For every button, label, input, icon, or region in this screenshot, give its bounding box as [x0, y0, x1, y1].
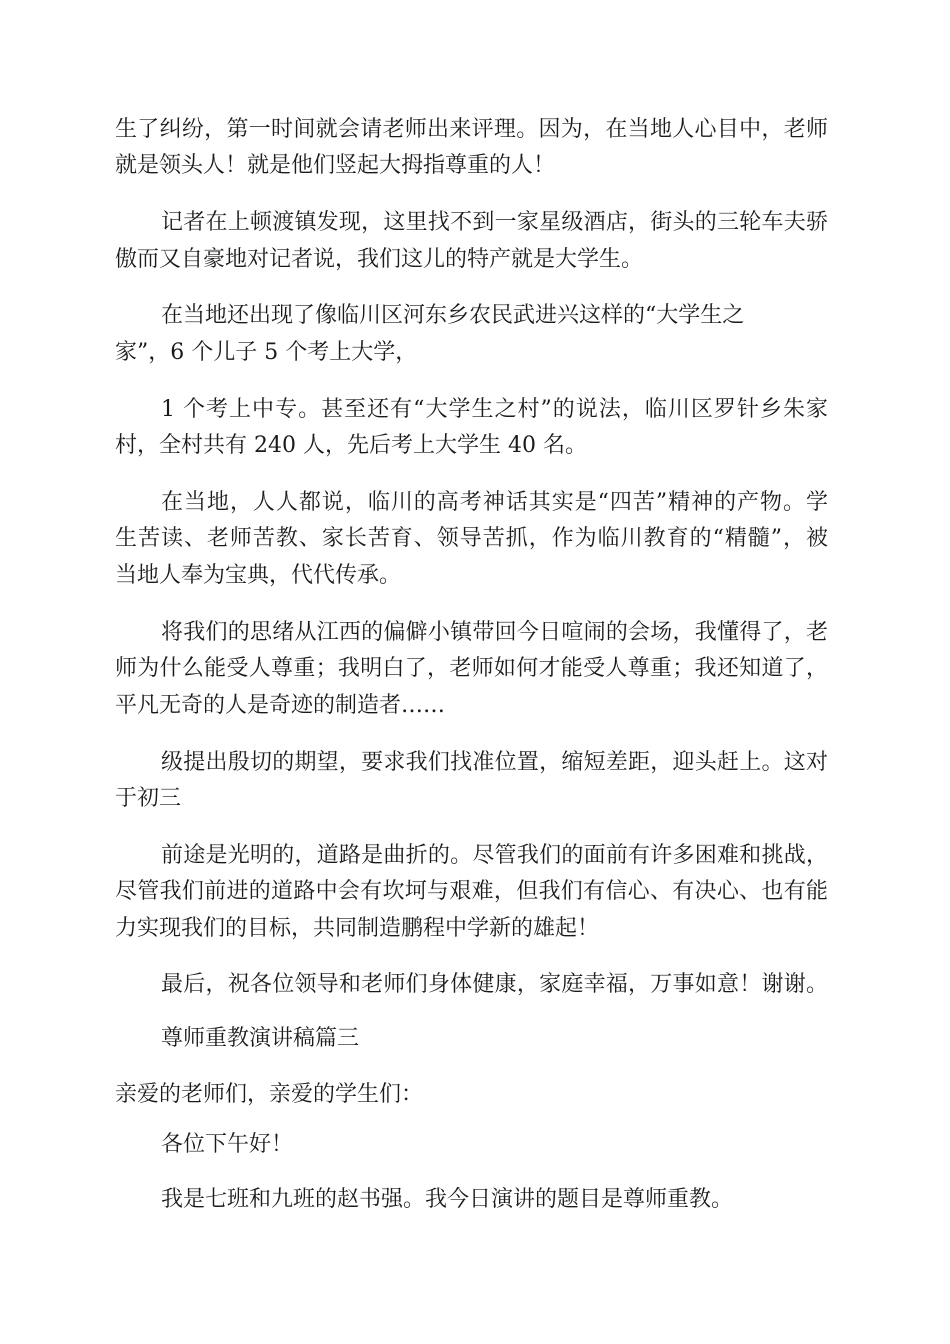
paragraph-line: 平凡无奇的人是奇迹的制造者…… — [115, 693, 446, 718]
paragraph-line: 生了纠纷，第一时间就会请老师出来评理。因为，在当地人心目中，老师 — [115, 117, 828, 142]
paragraph-line: 在当地还出现了像临川区河东乡农民武进兴这样的“大学生之 — [161, 303, 745, 328]
paragraph-line: 当地人奉为宝典，代代传承。 — [115, 563, 402, 588]
paragraph-line: 于初三 — [115, 786, 182, 811]
paragraph-line: 记者在上顿渡镇发现，这里找不到一家星级酒店，街头的三轮车夫骄 — [161, 210, 828, 235]
paragraph-line: 傲而又自豪地对记者说，我们这儿的特产就是大学生。 — [115, 247, 644, 272]
paragraph-line: 师为什么能受人尊重；我明白了，老师如何才能受人尊重；我还知道了， — [115, 656, 828, 681]
paragraph-line: 前途是光明的，道路是曲折的。尽管我们的面前有许多困难和挑战， — [161, 843, 828, 868]
paragraph-line: 在当地，人人都说，临川的高考神话其实是“四苦”精神的产物。学 — [161, 490, 828, 515]
section-heading: 尊师重教演讲稿篇三 — [161, 1026, 360, 1051]
paragraph-line: 将我们的思绪从江西的偏僻小镇带回今日喧闹的会场，我懂得了，老 — [161, 620, 828, 645]
paragraph-line: 力实现我们的目标，共同制造鹏程中学新的雄起！ — [115, 916, 600, 941]
paragraph-line: 家”，6 个儿子 5 个考上大学， — [115, 340, 418, 365]
paragraph-line: 就是领头人！就是他们竖起大拇指尊重的人！ — [115, 153, 556, 178]
paragraph-line: 级提出殷切的期望，要求我们找准位置，缩短差距，迎头赶上。这对 — [161, 750, 828, 775]
greeting: 各位下午好！ — [161, 1132, 294, 1157]
paragraph-line: 生苦读、老师苦教、家长苦育、领导苦抓，作为临川教育的“精髓”，被 — [115, 526, 828, 551]
paragraph-line: 最后，祝各位领导和老师们身体健康，家庭幸福，万事如意！谢谢。 — [161, 972, 828, 997]
paragraph-line: 1 个考上中专。甚至还有“大学生之村”的说法，临川区罗针乡朱家 — [161, 397, 828, 422]
paragraph-line: 尽管我们前进的道路中会有坎坷与艰难，但我们有信心、有决心、也有能 — [115, 879, 828, 904]
salutation: 亲爱的老师们，亲爱的学生们： — [115, 1082, 424, 1107]
paragraph-line: 我是七班和九班的赵书强。我今日演讲的题目是尊师重教。 — [161, 1187, 734, 1212]
paragraph-line: 村，全村共有 240 人，先后考上大学生 40 名。 — [115, 433, 587, 458]
